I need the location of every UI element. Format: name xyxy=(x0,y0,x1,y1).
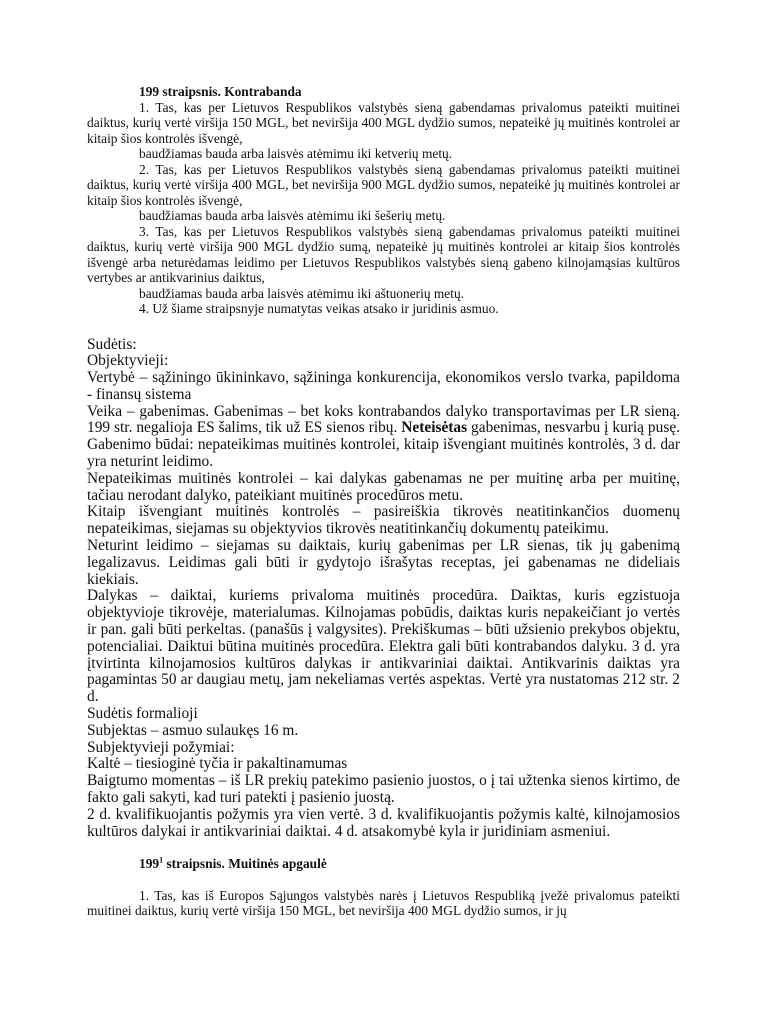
study-notes xyxy=(87,337,680,841)
notes-composition: Sudėtis: xyxy=(87,335,137,353)
notes-act-part-c: gabenimas, nesvarbu į kurią pusę. Gabenimo būdai: nepateikimas muitinės kontrolei, kitaip išvengiant muitinės kontrolės, 3 d. dar yra neturint leidimo. xyxy=(87,419,680,471)
article-199-part-1: 1. Tas, kas per Lietuvos Respublikos valstybės sieną gabendamas privalomus pateikti muitinei daiktus, kurių vertė viršija 150 MGL, bet neviršija 400 MGL dydžio sumos, nepateikė jų muitinės kontrolei ar kitaip šios kontrolės išvengė, xyxy=(87,99,680,146)
article-1991-title xyxy=(87,856,680,872)
notes-act-part-a: Veika – gabenimas. Gabenimas – bet koks kontrabandos dalyko transportavimas per LR sieną. 199 str. negalioja ES šalims, tik už ES sienos ribų. xyxy=(87,402,680,437)
document-page xyxy=(87,84,680,919)
article-199-penalty-3: baudžiamas bauda arba laisvės atėmimu iki aštuonerių metų. xyxy=(139,285,464,301)
article-1991-title-superscript: 1 xyxy=(159,855,164,865)
notes-evasion: Kitaip išvengiant muitinės kontrolės – pasireiškia tikrovės neatitinkančios duomenų nepateikimas, siejamas su objektyvios tikrovės neatitinkančių dokumentų pateikimu. xyxy=(87,503,680,538)
notes-subject-matter: Dalykas – daiktai, kuriems privaloma muitinės procedūra. Daiktas, kuris egzistuoja objektyvioje tikrovėje, materialumas. Kilnojamas pobūdis, daiktas kuris nepakeičiant jo vertės ir pan. gali būti perkeltas. (panašūs į valgysites). Prekiškumas – būti užsienio prekybos objektu, potencialiai. Daiktui būtina muitinės procedūra. Elektra gali būti kontrabandos dalyku. 3 d. yra įtvirtinta kilnojamosios kultūros dalykas ir antikvariniai daiktai. Antikvarinis daiktas yra pagamintas 50 ar daugiau metų, jam nekeliamas vertės aspektas. Vertė yra nustatomas 212 str. 2 d. xyxy=(87,587,680,706)
notes-guilt: Kaltė – tiesioginė tyčia ir pakaltinamumas xyxy=(87,755,348,773)
notes-act-bold: Neteisėtas xyxy=(401,419,468,437)
article-199 xyxy=(87,84,680,317)
notes-completion: Baigtumo momentas – iš LR prekių patekimo pasienio juostos, o į tai užtenka sienos kirtimo, de fakto gali sakyti, kad turi patekti į pasienio juostą. xyxy=(87,772,680,807)
article-199-part-2: 2. Tas, kas per Lietuvos Respublikos valstybės sieną gabendamas privalomus pateikti muitinei daiktus, kurių vertė viršija 400 MGL, bet neviršija 900 MGL dydžio sumos, nepateikė jų muitinės kontrolei ar kitaip šios kontrolės išvengė, xyxy=(87,161,680,208)
article-1991-title-text: straipsnis. Muitinės apgaulė xyxy=(163,856,327,872)
article-199-part-4: 4. Už šiame straipsnyje numatytas veikas atsako ir juridinis asmuo. xyxy=(139,301,499,316)
article-199-penalty-2: baudžiamas bauda arba laisvės atėmimu iki šešerių metų. xyxy=(139,208,446,223)
article-199-part-3: 3. Tas, kas per Lietuvos Respublikos valstybės sieną gabendamas privalomus pateikti muitinei daiktus, kurių vertė viršija 900 MGL dydžio sumą, nepateikė jų muitinės kontrolei ar kitaip šios kontrolės išvengė arba neturėdamas leidimo per Lietuvos Respublikos valstybės sieną gabeno kilnojamąsias kultūros vertybes ar antikvarinius daiktus, xyxy=(87,223,680,285)
article-1991 xyxy=(87,856,680,919)
notes-qualifying: 2 d. kvalifikuojantis požymis yra vien vertė. 3 d. kvalifikuojantis požymis kaltė, kilnojamosios kultūros dalykai ir antikvariniai daiktai. 4 d. atsakomybė kyla ir juridiniam asmeniui. xyxy=(87,805,680,840)
notes-subjective-heading: Subjektyvieji požymiai: xyxy=(87,738,235,756)
notes-formal-composition: Sudėtis formalioji xyxy=(87,705,198,723)
notes-no-permit: Neturint leidimo – siejamas su daiktais, kurių gabenimas per LR sienas, tik jų gabenimą legalizavus. Leidimas gali būti ir gydytojo išrašytas receptas, jei gabenamas ne dideliais kiekiais. xyxy=(87,537,680,588)
notes-subject: Subjektas – asmuo sulaukęs 16 m. xyxy=(87,721,299,739)
article-199-title: 199 straipsnis. Kontrabanda xyxy=(139,84,302,99)
article-1991-part-1: 1. Tas, kas iš Europos Sąjungos valstybės narės į Lietuvos Respubliką įvežė privalomus pateikti muitinei daiktus, kurių vertė viršija 150 MGL, bet neviršija 400 MGL dydžio sumos, ir jų xyxy=(87,887,680,919)
notes-objective-heading: Objektyvieji: xyxy=(87,352,169,370)
article-1991-title-number: 199 xyxy=(139,856,160,872)
notes-non-submission: Nepateikimas muitinės kontrolei – kai dalykas gabenamas ne per muitinę arba per muitinę, tačiau nerodant dalyko, pateikiant muitinės procedūros metu. xyxy=(87,469,680,504)
notes-value: Vertybė – sąžiningo ūkininkavo, sąžininga konkurencija, ekonomikos verslo tvarka, papildoma - finansų sistema xyxy=(87,369,680,403)
article-199-penalty-1: baudžiamas bauda arba laisvės atėmimu iki ketverių metų. xyxy=(139,146,453,161)
notes-act xyxy=(87,404,680,471)
